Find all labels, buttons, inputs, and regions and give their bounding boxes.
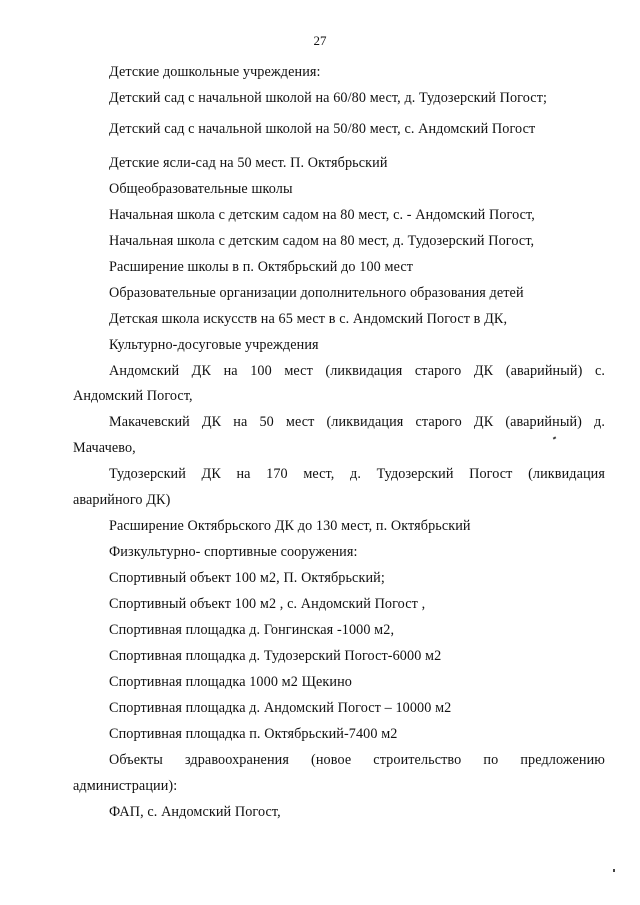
text-line: Спортивная площадка д. Тудозерский Погост-6000 м2 (109, 648, 442, 664)
text-line: Расширение Октябрьского ДК до 130 мест, п. Октябрьский (109, 518, 471, 534)
text-line: Спортивная площадка д. Гонгинская -1000 м2, (109, 622, 395, 638)
text-line: Мачачево, (73, 440, 136, 456)
scan-speck (553, 436, 557, 439)
text-line: Культурно-досуговые учреждения (109, 337, 319, 353)
text-line: Андомский Погост, (73, 388, 193, 404)
text-line: Детские ясли-сад на 50 мест. П. Октябрьский (109, 155, 388, 171)
text-line: Спортивная площадка д. Андомский Погост – 10000 м2 (109, 700, 452, 716)
text-line: Общеобразовательные школы (109, 181, 293, 197)
text-line: Тудозерский ДК на 170 мест, д. Тудозерский Погост (ликвидация (109, 466, 605, 482)
text-line: Физкультурно- спортивные сооружения: (109, 544, 358, 560)
text-line: Макачевский ДК на 50 мест (ликвидация старого ДК (аварийный) д. (109, 414, 605, 430)
text-line: ФАП, с. Андомский Погост, (109, 804, 281, 820)
text-line: Детские дошкольные учреждения: (109, 64, 321, 80)
text-line: Андомский ДК на 100 мест (ликвидация старого ДК (аварийный) с. (109, 363, 605, 379)
text-line: Спортивная площадка 1000 м2 Щекино (109, 674, 352, 690)
text-line: Расширение школы в п. Октябрьский до 100 мест (109, 259, 414, 275)
text-line: Детский сад с начальной школой на 50/80 мест, с. Андомский Погост (109, 121, 536, 137)
text-line: Детский сад с начальной школой на 60/80 мест, д. Тудозерский Погост; (109, 90, 548, 106)
text-line: Детская школа искусств на 65 мест в с. Андомский Погост в ДК, (109, 311, 508, 327)
scan-speck (613, 869, 615, 872)
text-line: Образовательные организации дополнительного образования детей (109, 285, 524, 301)
page-number: 27 (313, 33, 327, 48)
text-line: Объекты здравоохранения (новое строительство по предложению (109, 752, 605, 768)
text-line: Спортивная площадка п. Октябрьский-7400 м2 (109, 726, 398, 742)
text-line: Спортивный объект 100 м2 , с. Андомский Погост , (109, 596, 426, 612)
text-line: Начальная школа с детским садом на 80 мест, д. Тудозерский Погост, (109, 233, 535, 249)
text-line: Начальная школа с детским садом на 80 мест, с. - Андомский Погост, (109, 207, 535, 223)
text-line: Спортивный объект 100 м2, П. Октябрьский; (109, 570, 385, 586)
text-line: администрации): (73, 778, 178, 794)
text-line: аварийного ДК) (73, 492, 171, 508)
